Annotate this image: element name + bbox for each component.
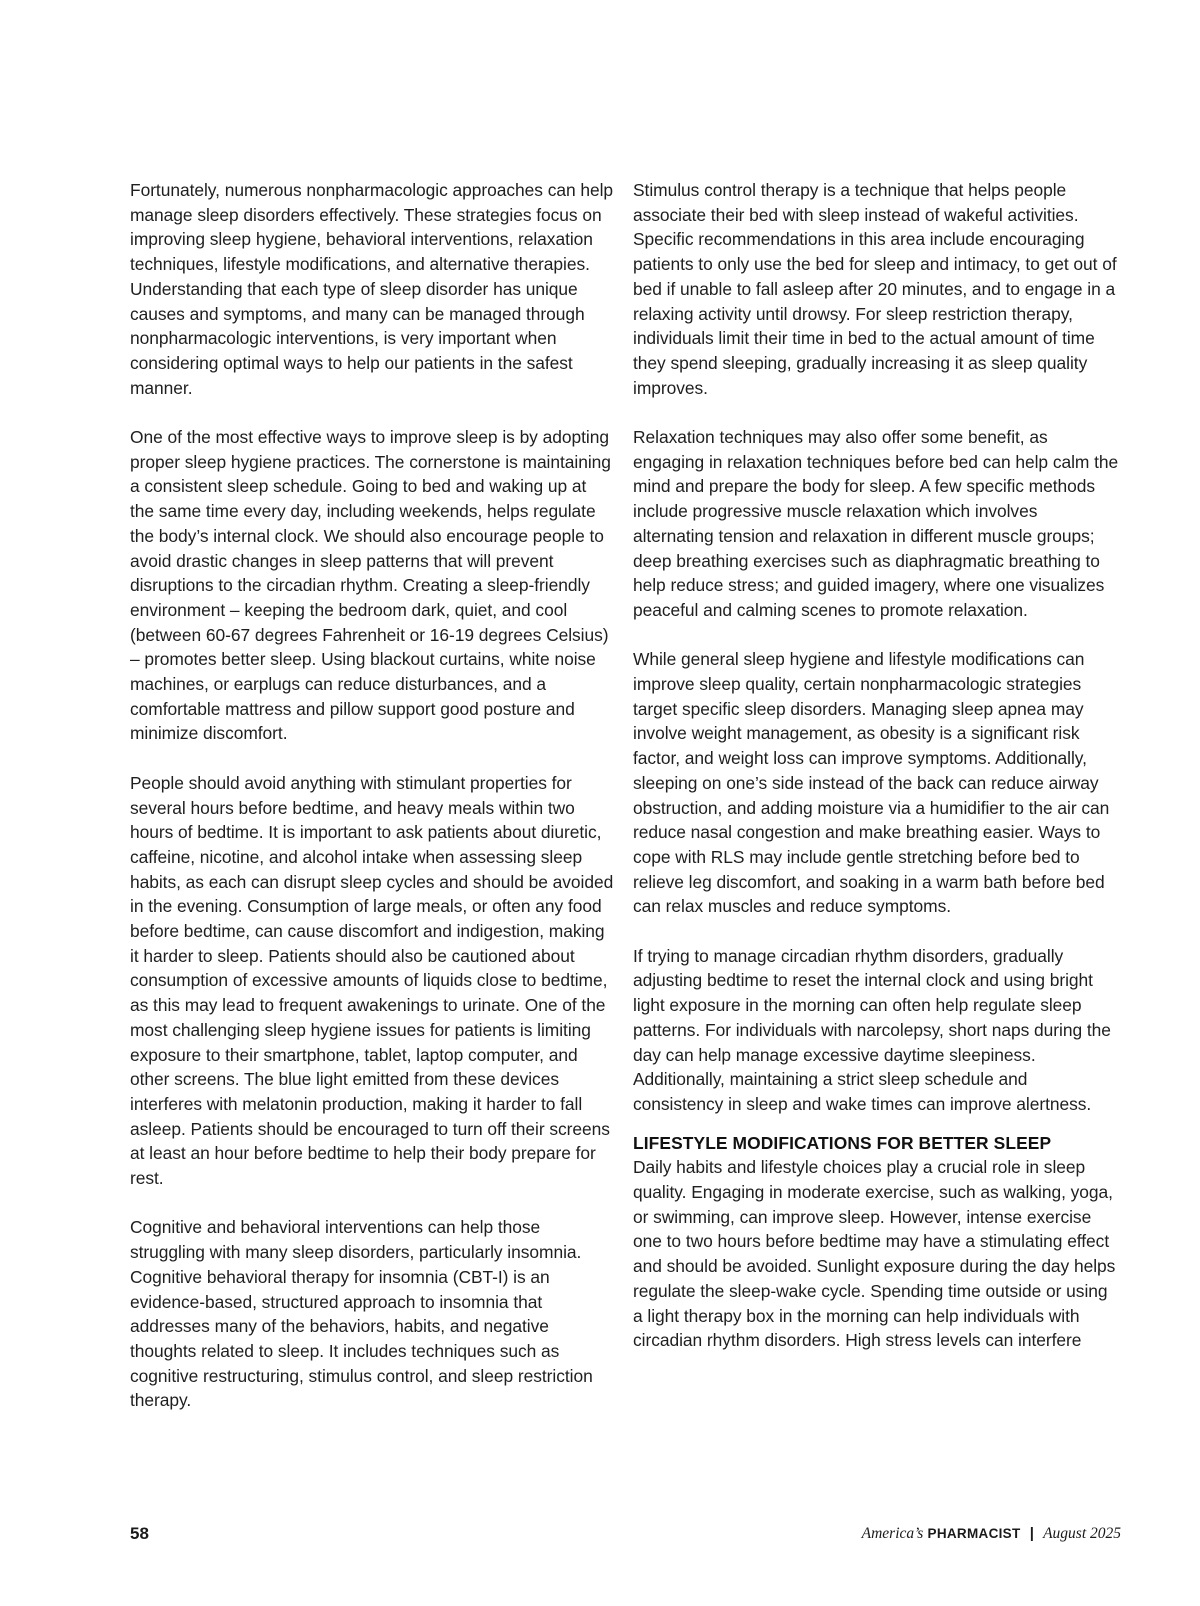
issue-date: August 2025: [1043, 1525, 1121, 1542]
page-number: 58: [130, 1524, 149, 1543]
publication-name-bold: PHARMACIST: [927, 1526, 1021, 1541]
body-paragraph: If trying to manage circadian rhythm disorders, gradually adjusting bedtime to reset the internal clock and using bright light exposure in the morning can often help regulate sleep patterns. For individuals with narcolepsy, short naps during the day can help manage excessive daytime sleepiness. Additionally, maintaining a strict sleep schedule and consistency in sleep and wake times can improve alertness.: [633, 945, 1111, 1114]
body-paragraph: Daily habits and lifestyle choices play a crucial role in sleep quality. Engaging in moderate exercise, such as walking, yoga, or swimming, can improve sleep. However, intense exercise one to two hours before bedtime may have a stimulating effect and should be avoided. Sunlight exposure during the day helps regulate the sleep-wake cycle. Spending time outside or using a light therapy box in the morning can help individuals with circadian rhythm disorders. High stress levels can interfere: [633, 1157, 1116, 1351]
right-column: [633, 178, 1121, 1378]
section-heading: LIFESTYLE MODIFICATIONS FOR BETTER SLEEP: [633, 1132, 1052, 1153]
left-column: [130, 178, 615, 1438]
body-paragraph: People should avoid anything with stimulant properties for several hours before bedtime, and heavy meals within two hours of bedtime. It is important to ask patients about diuretic, caffeine, nicotine, and alcohol intake when assessing sleep habits, as each can disrupt sleep cycles and should be avoided in the evening. Consumption of large meals, or often any food before bedtime, can cause discomfort and indigestion, making it harder to sleep. Patients should also be cautioned about consumption of excessive amounts of liquids close to bedtime, as this may lead to frequent awakenings to urinate. One of the most challenging sleep hygiene issues for patients is limiting exposure to their smartphone, tablet, laptop computer, and other screens. The blue light emitted from these devices interferes with melatonin production, making it harder to fall asleep. Patients should be encouraged to turn off their screens at least an hour before bedtime to help their body prepare for rest.: [130, 772, 614, 1189]
body-paragraph: Stimulus control therapy is a technique that helps people associate their bed with sleep instead of wakeful activities. Specific recommendations in this area include encouraging patients to only use the bed for sleep and intimacy, to get out of bed if unable to fall asleep after 20 minutes, and to engage in a relaxing activity until drowsy. For sleep restriction therapy, individuals limit their time in bed to the actual amount of time they spend sleeping, gradually increasing it as sleep quality improves.: [633, 180, 1117, 398]
footer-separator: |: [1029, 1525, 1034, 1542]
body-paragraph: One of the most effective ways to improve sleep is by adopting proper sleep hygiene practices. The cornerstone is maintaining a consistent sleep schedule. Going to bed and waking up at the same time every day, including weekends, helps regulate the body’s internal clock. We should also encourage people to avoid drastic changes in sleep patterns that will prevent disruptions to the circadian rhythm. Creating a sleep-friendly environment – keeping the bedroom dark, quiet, and cool (between 60-67 degrees Fahrenheit or 16-19 degrees Celsius) – promotes better sleep. Using blackout curtains, white noise machines, or earplugs can reduce disturbances, and a comfortable mattress and pillow support good posture and minimize discomfort.: [130, 427, 611, 744]
body-paragraph: Relaxation techniques may also offer some benefit, as engaging in relaxation techniques before bed can help calm the mind and prepare the body for sleep. A few specific methods include progressive muscle relaxation which involves alternating tension and relaxation in different muscle groups; deep breathing exercises such as diaphragmatic breathing to help reduce stress; and guided imagery, where one visualizes peaceful and calming scenes to promote relaxation.: [633, 427, 1119, 620]
body-paragraph: While general sleep hygiene and lifestyle modifications can improve sleep quality, certain nonpharmacologic strategies target specific sleep disorders. Managing sleep apnea may involve weight management, as obesity is a significant risk factor, and weight loss can improve symptoms. Additionally, sleeping on one’s side instead of the back can reduce airway obstruction, and adding moisture via a humidifier to the air can reduce nasal congestion and make breathing easier. Ways to cope with RLS may include gentle stretching before bed to relieve leg discomfort, and soaking in a warm bath before bed can relax muscles and reduce symptoms.: [633, 649, 1110, 917]
publication-name-italic: America’s: [861, 1525, 924, 1542]
page-footer: [130, 1522, 1121, 1546]
publication-masthead: [862, 1522, 1121, 1546]
body-paragraph: Fortunately, numerous nonpharmacologic approaches can help manage sleep disorders effectively. These strategies focus on improving sleep hygiene, behavioral interventions, relaxation techniques, lifestyle modifications, and alternative therapies. Understanding that each type of sleep disorder has unique causes and symptoms, and many can be managed through nonpharmacologic interventions, is very important when considering optimal ways to help our patients in the safest manner.: [130, 180, 614, 398]
body-paragraph: Cognitive and behavioral interventions can help those struggling with many sleep disorders, particularly insomnia. Cognitive behavioral therapy for insomnia (CBT-I) is an evidence-based, structured approach to insomnia that addresses many of the behaviors, habits, and negative thoughts related to sleep. It includes techniques such as cognitive restructuring, stimulus control, and sleep restriction therapy.: [130, 1217, 593, 1411]
